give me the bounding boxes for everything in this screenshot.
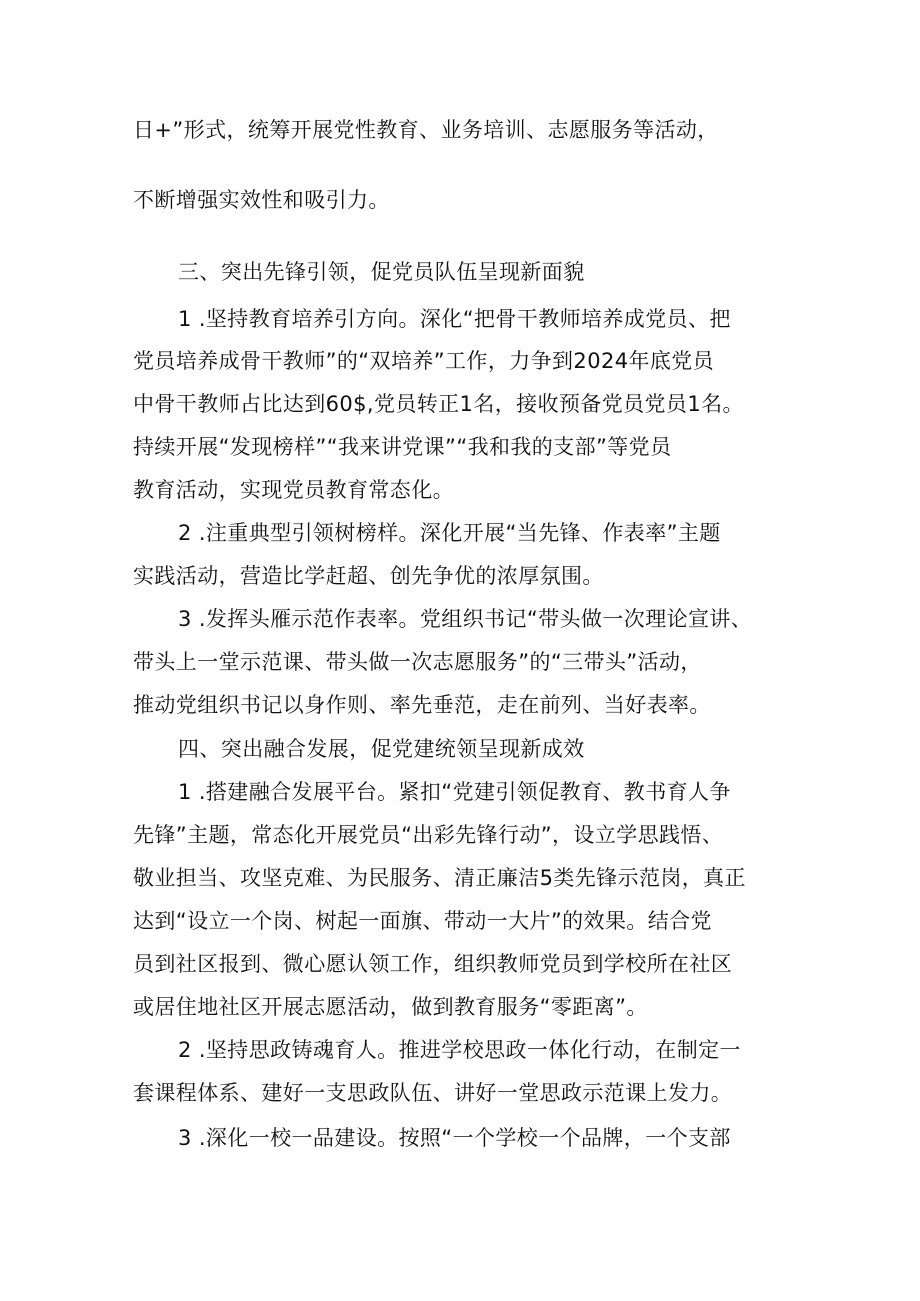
- paragraph-line: 达到“设立一个岗、树起一面旗、带动一大片”的效果。结合党: [133, 909, 712, 933]
- paragraph-line: 教育活动，实现党员教育常态化。: [133, 478, 454, 502]
- paragraph-line: 1 .搭建融合发展平台。紧扣“党建引领促教育、教书育人争: [178, 780, 731, 804]
- section-heading: 四、突出融合发展，促党建统领呈现新成效: [178, 737, 585, 761]
- paragraph-line: 党员培养成骨干教师”的“双培养”工作，力争到2024年底党员: [133, 349, 715, 373]
- paragraph-line: 2 .坚持思政铸魂育人。推进学校思政一体化行动，在制定一: [178, 1038, 741, 1062]
- paragraph-line: 1 .坚持教育培养引方向。深化“把骨干教师培养成党员、把: [178, 307, 731, 331]
- paragraph-line: 推动党组织书记以身作则、率先垂范，走在前列、当好表率。: [133, 693, 711, 717]
- section-heading: 三、突出先锋引领，促党员队伍呈现新面貌: [178, 260, 585, 284]
- paragraph-line: 套课程体系、建好一支思政队伍、讲好一堂思政示范课上发力。: [133, 1081, 733, 1105]
- paragraph-line: 员到社区报到、微心愿认领工作，组织教师党员到学校所在社区: [133, 952, 733, 976]
- paragraph-line: 带头上一堂示范课、带头做一次志愿服务”的“三带头”活动，: [133, 650, 702, 674]
- paragraph-line: 不断增强实效性和吸引力。: [133, 188, 390, 212]
- paragraph-line: 先锋”主题，常态化开展党员“出彩先锋行动”，设立学思践悟、: [133, 823, 724, 847]
- paragraph-line: 或居住地社区开展志愿活动，做到教育服务“零距离”。: [133, 995, 648, 1019]
- paragraph-line: 实践活动，营造比学赶超、创先争优的浓厚氛围。: [133, 564, 604, 588]
- paragraph-line: 敬业担当、攻坚克难、为民服务、清正廉洁5类先锋示范岗，真正: [133, 866, 746, 890]
- paragraph-line: 中骨干教师占比达到60$,党员转正1名，接收预备党员党员1名。: [133, 392, 744, 416]
- paragraph-line: 3 .发挥头雁示范作表率。党组织书记“带头做一次理论宣讲、: [178, 607, 753, 631]
- paragraph-line: 3 .深化一校一品建设。按照“一个学校一个品牌，一个支部: [178, 1126, 731, 1150]
- paragraph-line: 2 .注重典型引领树榜样。深化开展“当先锋、作表率”主题: [178, 521, 721, 545]
- paragraph-line: 日+”形式，统筹开展党性教育、业务培训、志愿服务等活动，: [133, 118, 719, 142]
- paragraph-line: 持续开展“发现榜样”“我来讲党课”“我和我的支部”等党员: [133, 435, 672, 459]
